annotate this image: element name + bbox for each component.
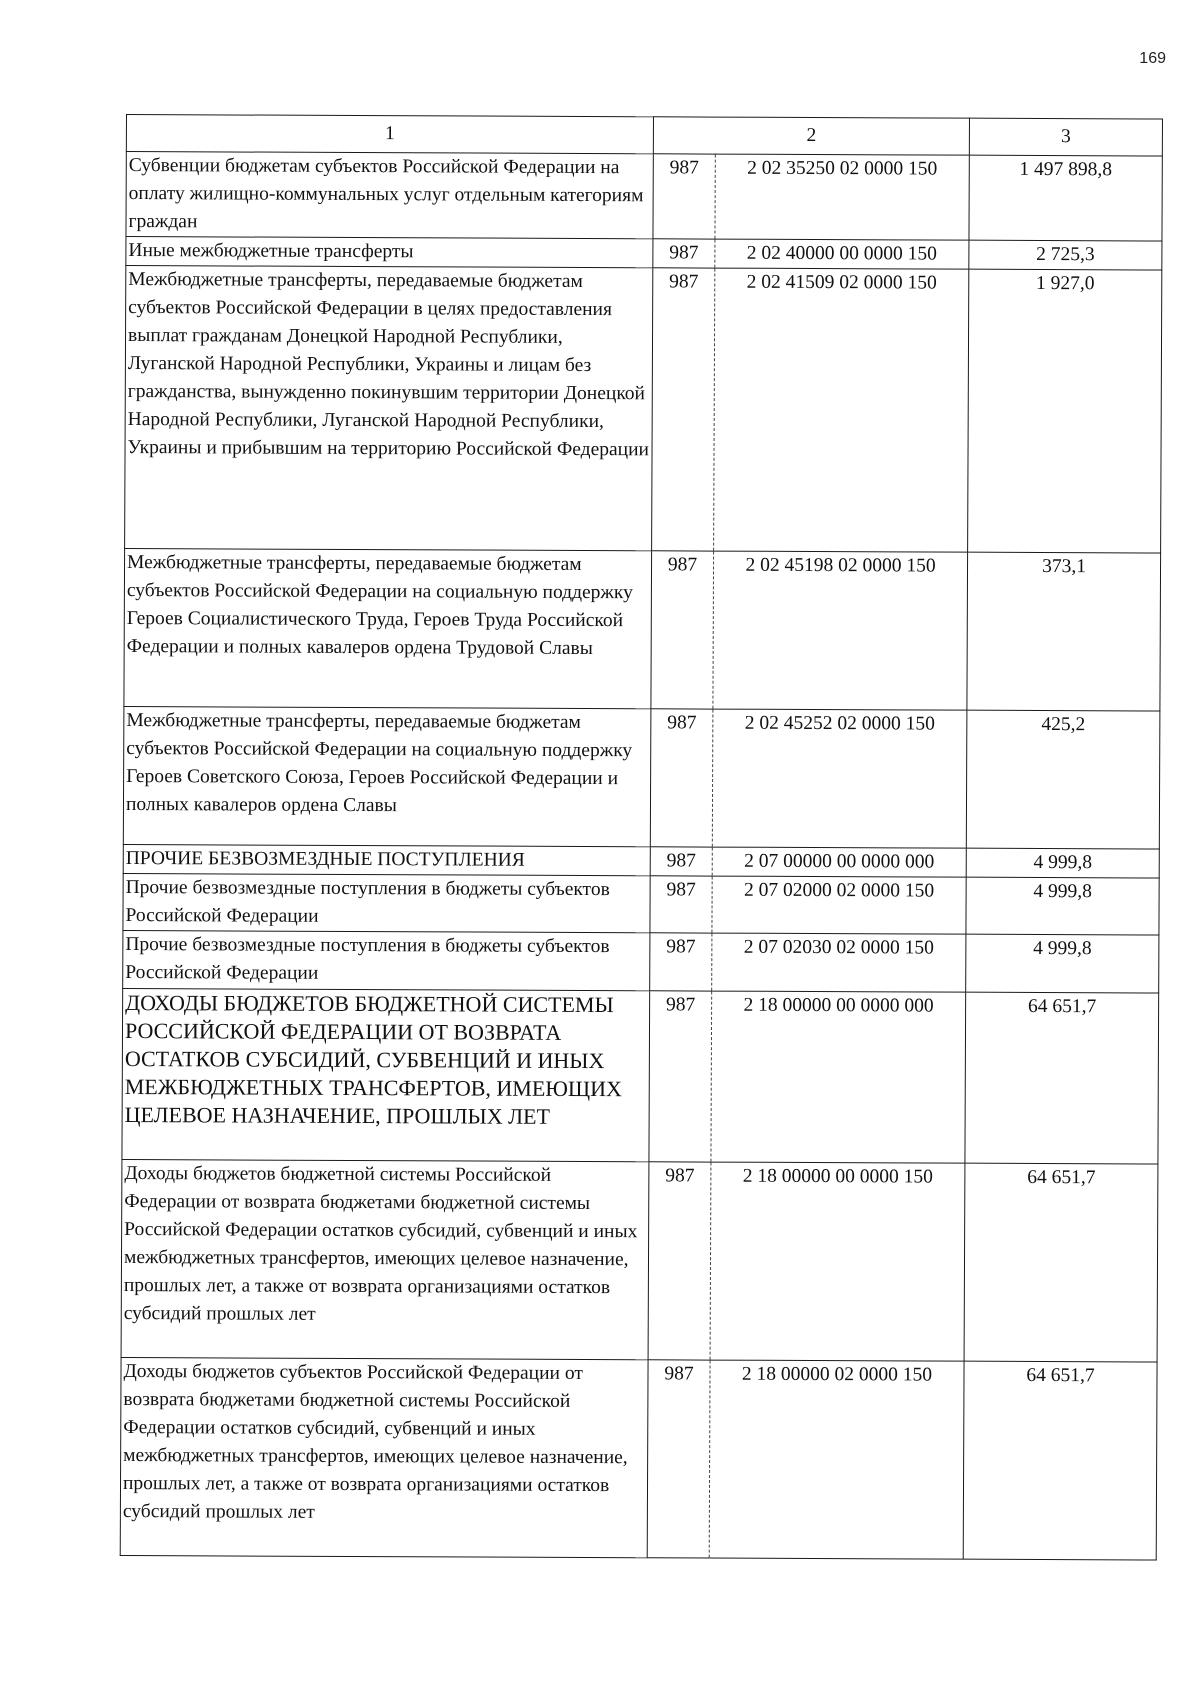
row-admin-code: 987	[651, 550, 714, 709]
row-budget-code: 2 07 00000 00 0000 000	[712, 847, 966, 877]
row-admin-code: 987	[653, 239, 715, 268]
row-budget-code: 2 18 00000 00 0000 150	[710, 1162, 965, 1361]
row-amount: 64 651,7	[965, 992, 1159, 1165]
revenue-table	[120, 114, 1163, 1561]
row-amount: 1 927,0	[968, 270, 1162, 553]
row-admin-code: 987	[650, 847, 712, 876]
row-description: ПРОЧИЕ БЕЗВОЗМЕЗДНЫЕ ПОСТУПЛЕНИЯ	[123, 844, 650, 875]
column-header-2: 2	[653, 117, 969, 155]
row-budget-code: 2 07 02000 02 0000 150	[712, 876, 966, 934]
row-budget-code: 2 02 41509 02 0000 150	[714, 269, 969, 552]
column-header-3: 3	[969, 118, 1162, 156]
table-row	[123, 707, 1160, 849]
row-budget-code: 2 02 40000 00 0000 150	[715, 239, 969, 269]
row-amount: 4 999,8	[966, 877, 1159, 935]
row-amount: 2 725,3	[969, 241, 1162, 271]
table-row	[120, 1358, 1157, 1560]
row-budget-code: 2 02 45198 02 0000 150	[713, 551, 968, 711]
table-row	[121, 1160, 1158, 1362]
table-row	[123, 874, 1159, 936]
table-row	[122, 988, 1159, 1164]
row-description: ДОХОДЫ БЮДЖЕТОВ БЮДЖЕТНОЙ СИСТЕМЫ РОССИЙСКОЙ ФЕДЕРАЦИИ ОТ ВОЗВРАТА ОСТАТКОВ СУБСИДИЙ, СУБВЕНЦИЙ И ИНЫХ МЕЖБЮДЖЕТНЫХ ТРАНСФЕРТОВ, ИМЕЮЩИХ ЦЕЛЕВОЕ НАЗНАЧЕНИЕ, ПРОШЛЫХ ЛЕТ	[122, 988, 650, 1162]
row-description: Межбюджетные трансферты, передаваемые бюджетам субъектов Российской Федерации на социальную поддержку Героев Социалистического Труда, Героев Труда Российской Федерации и полных кавалеров ордена Трудовой Славы	[124, 548, 652, 709]
row-admin-code: 987	[653, 154, 715, 240]
row-admin-code: 987	[650, 933, 712, 991]
row-description: Доходы бюджетов субъектов Российской Федерации от возврата бюджетами бюджетной системы Российской Федерации остатков субсидий, субвенций и иных межбюджетных трансфертов, имеющих целевое назначение, прошлых лет, а также от возврата организациями остатков субсидий прошлых лет	[120, 1358, 648, 1558]
row-amount: 1 497 898,8	[969, 155, 1162, 241]
row-description: Доходы бюджетов бюджетной системы Российской Федерации от возврата бюджетами бюджетной системы Российской Федерации остатков субсидий, субвенций и иных межбюджетных трансфертов, имеющих целевое назначение, прошлых лет, а также от возврата организациями остатков субсидий прошлых лет	[121, 1160, 649, 1360]
row-description: Прочие безвозмездные поступления в бюджеты субъектов Российской Федерации	[123, 931, 650, 991]
row-amount: 4 999,8	[966, 934, 1159, 992]
row-description: Прочие безвозмездные поступления в бюджеты субъектов Российской Федерации	[123, 874, 650, 934]
row-description: Иные межбюджетные трансферты	[126, 237, 653, 268]
row-budget-code: 2 02 45252 02 0000 150	[712, 709, 967, 848]
row-budget-code: 2 02 35250 02 0000 150	[715, 154, 969, 240]
table-row	[126, 152, 1162, 242]
revenue-table-container	[120, 114, 1162, 1561]
row-amount: 4 999,8	[966, 848, 1159, 878]
table-row	[124, 548, 1161, 711]
row-amount: 64 651,7	[963, 1361, 1157, 1560]
table-row	[126, 237, 1162, 271]
table-row	[123, 931, 1159, 993]
row-admin-code: 987	[649, 990, 712, 1162]
table-header-row	[126, 115, 1162, 157]
row-budget-code: 2 07 02030 02 0000 150	[712, 933, 966, 991]
row-budget-code: 2 18 00000 02 0000 150	[709, 1360, 964, 1559]
row-admin-code: 987	[650, 709, 713, 847]
table-row	[123, 844, 1159, 878]
row-admin-code: 987	[652, 268, 715, 550]
row-description: Субвенции бюджетам субъектов Российской Федерации на оплату жилищно-коммунальных услуг отдельным категориям граждан	[126, 152, 653, 240]
row-description: Межбюджетные трансферты, передаваемые бюджетам субъектов Российской Федерации на социальную поддержку Героев Советского Союза, Героев Российской Федерации и полных кавалеров ордена Славы	[123, 707, 651, 847]
row-admin-code: 987	[650, 876, 712, 934]
row-amount: 425,2	[966, 711, 1160, 849]
row-amount: 373,1	[967, 552, 1161, 712]
table-row	[125, 266, 1162, 553]
column-header-1: 1	[126, 115, 653, 154]
row-amount: 64 651,7	[964, 1163, 1158, 1362]
page-number: 169	[1139, 50, 1166, 67]
row-admin-code: 987	[648, 1162, 711, 1360]
row-budget-code: 2 18 00000 00 0000 000	[711, 991, 966, 1164]
row-description: Межбюджетные трансферты, передаваемые бюджетам субъектов Российской Федерации в целях предоставления выплат гражданам Донецкой Народной Республики, Луганской Народной Республики, Украины и лицам без гражданства, вынужденно покинувшим территории Донецкой Народной Республики, Луганской Народной Республики, Украины и прибывшим на территорию Российской Федерации	[125, 266, 653, 550]
row-admin-code: 987	[647, 1360, 710, 1558]
